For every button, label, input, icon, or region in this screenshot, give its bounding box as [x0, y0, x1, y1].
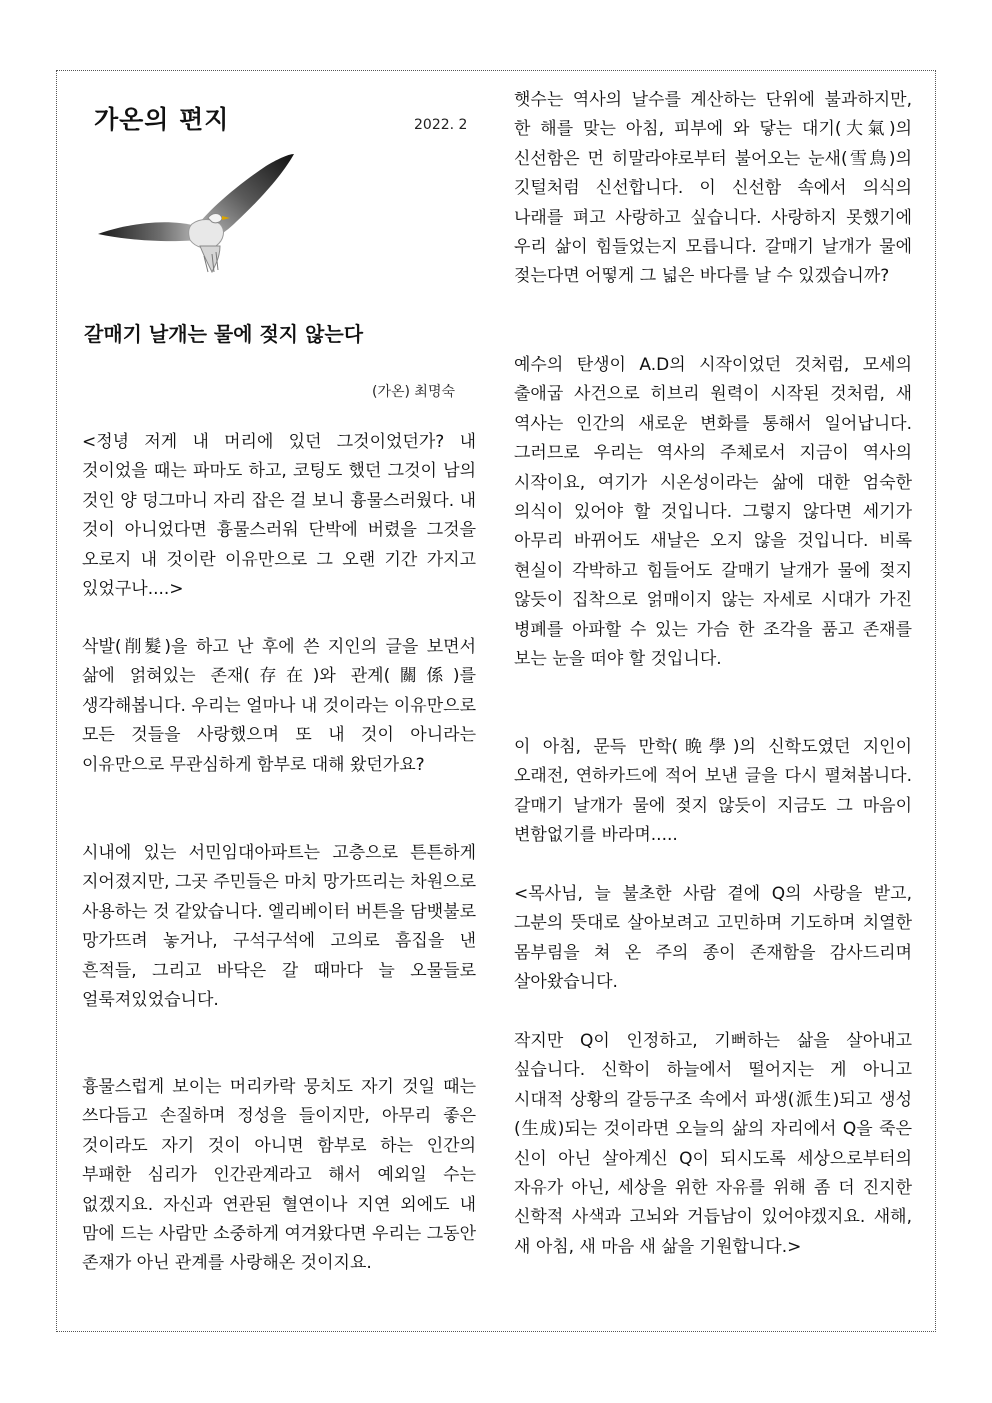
left-paragraph-1: <정녕 저게 내 머리에 있던 그것이었던가? 내 것이었을 때는 파마도 하고, 코팅도 했던 그것이 남의 것인 양 덩그마니 자리 잡은 걸 보니 흉물스러웠다. 내 것이 아니었다면 흉물스러워 단박에 버렸을 그것을 오로지 내 것이란 이유만으로 그 오랜 기간 가지고 있었구나....> [82, 432, 476, 600]
letter-title: 가온의 편지 [94, 105, 230, 134]
right-paragraph-2: 예수의 탄생이 A.D의 시작이었던 것처럼, 모세의 출애굽 사건으로 히브리 원력이 시작된 것처럼, 새 역사는 인간의 새로운 변화를 통해서 일어납니다. 그러므로 우리는 역사의 주체로서 지금이 역사의 시작이요, 여기가 시온성이라는 삶에 대한 엄숙한 의식이 있어야 할 것입니다. 그렇지 않다면 세기가 아무리 바뀌어도 새날은 오지 않을 것입니다. 비록 현실이 각박하고 힘들어도 갈매기 날개가 물에 젖지 않듯이 집착으로 얽매이지 않는 자세로 시대가 가진 병폐를 아파할 수 있는 가슴 한 조각을 품고 존재를 보는 눈을 떠야 할 것입니다. [514, 355, 912, 670]
issue-date: 2022. 2 [414, 117, 468, 133]
right-paragraph-4: <목사님, 늘 불초한 사람 곁에 Q의 사랑을 받고, 그분의 뜻대로 살아보려고 고민하며 기도하며 치열한 몸부림을 쳐 온 주의 종이 존재함을 감사드리며 살아왔습니다. [514, 884, 912, 993]
left-paragraph-4: 흉물스럽게 보이는 머리카락 뭉치도 자기 것일 때는 쓰다듬고 손질하며 정성을 들이지만, 아무리 좋은 것이라도 자기 것이 아니면 함부로 하는 인간의 부패한 심리가 인간관계라고 해서 예외일 수는 없겠지요. 자신과 연관된 혈연이나 지연 외에도 내 맘에 드는 사람만 소중하게 여겨왔다면 우리는 그동안 존재가 아닌 관계를 사랑해온 것이지요. [82, 1077, 476, 1274]
left-paragraph-2: 삭발(削髮)을 하고 난 후에 쓴 지인의 글을 보면서 삶에 얽혀있는 존재(存在)와 관계(關係)를 생각해봅니다. 우리는 얼마나 내 것이라는 이유만으로 모든 것들을 사랑했으며 또 내 것이 아니라는 이유만으로 무관심하게 함부로 대해 왔던가요? [82, 637, 476, 775]
right-paragraph-1: 햇수는 역사의 날수를 계산하는 단위에 불과하지만, 한 해를 맞는 아침, 피부에 와 닿는 대기(大氣)의 신선함은 먼 히말라야로부터 불어오는 눈새(雪鳥)의 깃털처럼 신선합니다. 이 신선함 속에서 의식의 나래를 펴고 사랑하고 싶습니다. 사랑하지 못했기에 우리 삶이 힘들었는지 모릅니다. 갈매기 날개가 물에 젖는다면 어떻게 그 넓은 바다를 날 수 있겠습니까? [514, 90, 912, 287]
author-name: (가온) 최명숙 [372, 384, 455, 400]
right-paragraph-5: 작지만 Q이 인정하고, 기뻐하는 삶을 살아내고 싶습니다. 신학이 하늘에서 떨어지는 게 아니고 시대적 상황의 갈등구조 속에서 파생(派生)되고 생성(生成)되는 것이라면 오늘의 삶의 자리에서 Q을 죽은 신이 아닌 살아계신 Q이 되시도록 세상으로부터의 자유가 아닌, 세상을 위한 자유를 위해 좀 더 진지한 신학적 사색과 고뇌와 거듭남이 있어야겠지요. 새해, 새 아침, 새 마음 새 삶을 기원합니다.> [514, 1031, 912, 1257]
right-paragraph-3: 이 아침, 문득 만학(晩學)의 신학도였던 지인이 오래전, 연하카드에 적어 보낸 글을 다시 펼쳐봅니다. 갈매기 날개가 물에 젖지 않듯이 지금도 그 마음이 변함없기를 바라며..... [514, 737, 912, 846]
seagull-icon [96, 152, 296, 274]
article-title: 갈매기 날개는 물에 젖지 않는다 [84, 322, 364, 346]
left-paragraph-3: 시내에 있는 서민임대아파트는 고층으로 튼튼하게 지어졌지만, 그곳 주민들은 마치 망가뜨리는 차원으로 사용하는 것 같았습니다. 엘리베이터 버튼을 담뱃불로 망가뜨려 놓거나, 구석구석에 고의로 흠집을 낸 흔적들, 그리고 바닥은 갈 때마다 늘 오물들로 얼룩져있었습니다. [82, 843, 476, 1011]
